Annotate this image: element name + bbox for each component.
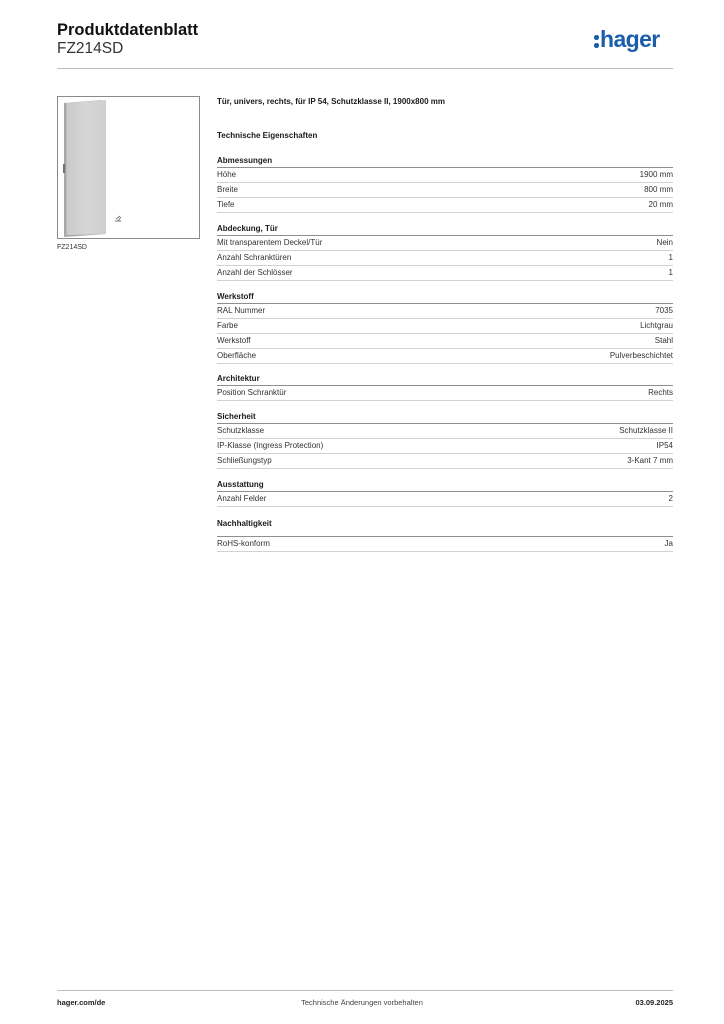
row-value: 800 mm (644, 185, 673, 194)
product-code: FZ214SD (57, 40, 124, 57)
table-row (217, 304, 673, 319)
row-value: 1 (668, 268, 673, 277)
section-ausstattung (217, 479, 673, 507)
table-row (217, 168, 673, 183)
technical-properties-title: Technische Eigenschaften (217, 131, 318, 140)
row-label: Position Schranktür (217, 388, 287, 397)
row-label: Anzahl Schranktüren (217, 253, 292, 262)
logo-dots-icon (594, 35, 599, 49)
section-architektur (217, 373, 673, 401)
table-row (217, 386, 673, 401)
table-row (217, 424, 673, 439)
row-label: RoHS-konform (217, 539, 270, 548)
row-value: 7035 (655, 306, 673, 315)
row-label: IP-Klasse (Ingress Protection) (217, 441, 324, 450)
row-label: Schließungstyp (217, 456, 272, 465)
image-caption: FZ214SD (57, 244, 87, 251)
row-value: 1900 mm (639, 170, 673, 179)
table-row (217, 266, 673, 281)
row-label: RAL Nummer (217, 306, 266, 315)
header-divider (57, 68, 673, 69)
footer-date: 03.09.2025 (635, 998, 673, 1007)
row-value: IP54 (656, 441, 673, 450)
table-row (217, 183, 673, 198)
row-value: Nein (656, 238, 673, 247)
row-label: Oberfläche (217, 351, 257, 360)
section-heading: Architektur (217, 373, 673, 386)
section-nachhaltigkeit (217, 518, 673, 552)
table-row (217, 251, 673, 266)
row-label: Mit transparentem Deckel/Tür (217, 238, 323, 247)
section-heading: Sicherheit (217, 411, 673, 424)
row-label: Schutzklasse (217, 426, 265, 435)
row-value: 1 (668, 253, 673, 262)
section-heading: Ausstattung (217, 479, 673, 492)
row-label: Werkstoff (217, 336, 251, 345)
row-label: Anzahl der Schlösser (217, 268, 293, 277)
table-row (217, 349, 673, 364)
product-image (57, 96, 200, 239)
row-label: Breite (217, 185, 238, 194)
section-heading: Nachhaltigkeit (217, 518, 673, 537)
row-label: Tiefe (217, 200, 235, 209)
row-value: Schutzklasse II (619, 426, 673, 435)
table-row (217, 454, 673, 469)
row-value: 20 mm (648, 200, 673, 209)
table-row (217, 537, 673, 552)
row-label: Höhe (217, 170, 237, 179)
section-abdeckung-tuer (217, 223, 673, 281)
section-heading: Abmessungen (217, 155, 673, 168)
section-abmessungen (217, 155, 673, 213)
section-heading: Werkstoff (217, 291, 673, 304)
page-title: Produktdatenblatt (57, 21, 199, 39)
section-heading: Abdeckung, Tür (217, 223, 673, 236)
row-value: 2 (668, 494, 673, 503)
table-row (217, 492, 673, 507)
logo-text: hager (600, 26, 660, 52)
row-value: Ja (664, 539, 673, 548)
table-row (217, 319, 673, 334)
row-value: Stahl (654, 336, 673, 345)
row-label: Anzahl Felder (217, 494, 267, 503)
product-description: Tür, univers, rechts, für IP 54, Schutzklasse II, 1900x800 mm (217, 97, 445, 106)
row-value: Rechts (648, 388, 673, 397)
row-value: Lichtgrau (640, 321, 673, 330)
door-illustration-icon (58, 97, 199, 238)
row-label: Farbe (217, 321, 238, 330)
row-value: 3-Kant 7 mm (627, 456, 673, 465)
table-row (217, 334, 673, 349)
footer-disclaimer: Technische Änderungen vorbehalten (301, 998, 423, 1007)
hager-logo (594, 25, 674, 55)
footer-divider (57, 990, 673, 991)
table-row (217, 439, 673, 454)
section-sicherheit (217, 411, 673, 469)
section-werkstoff (217, 291, 673, 364)
footer-website: hager.com/de (57, 998, 106, 1007)
row-value: Pulverbeschichtet (609, 351, 673, 360)
table-row (217, 236, 673, 251)
table-row (217, 198, 673, 213)
